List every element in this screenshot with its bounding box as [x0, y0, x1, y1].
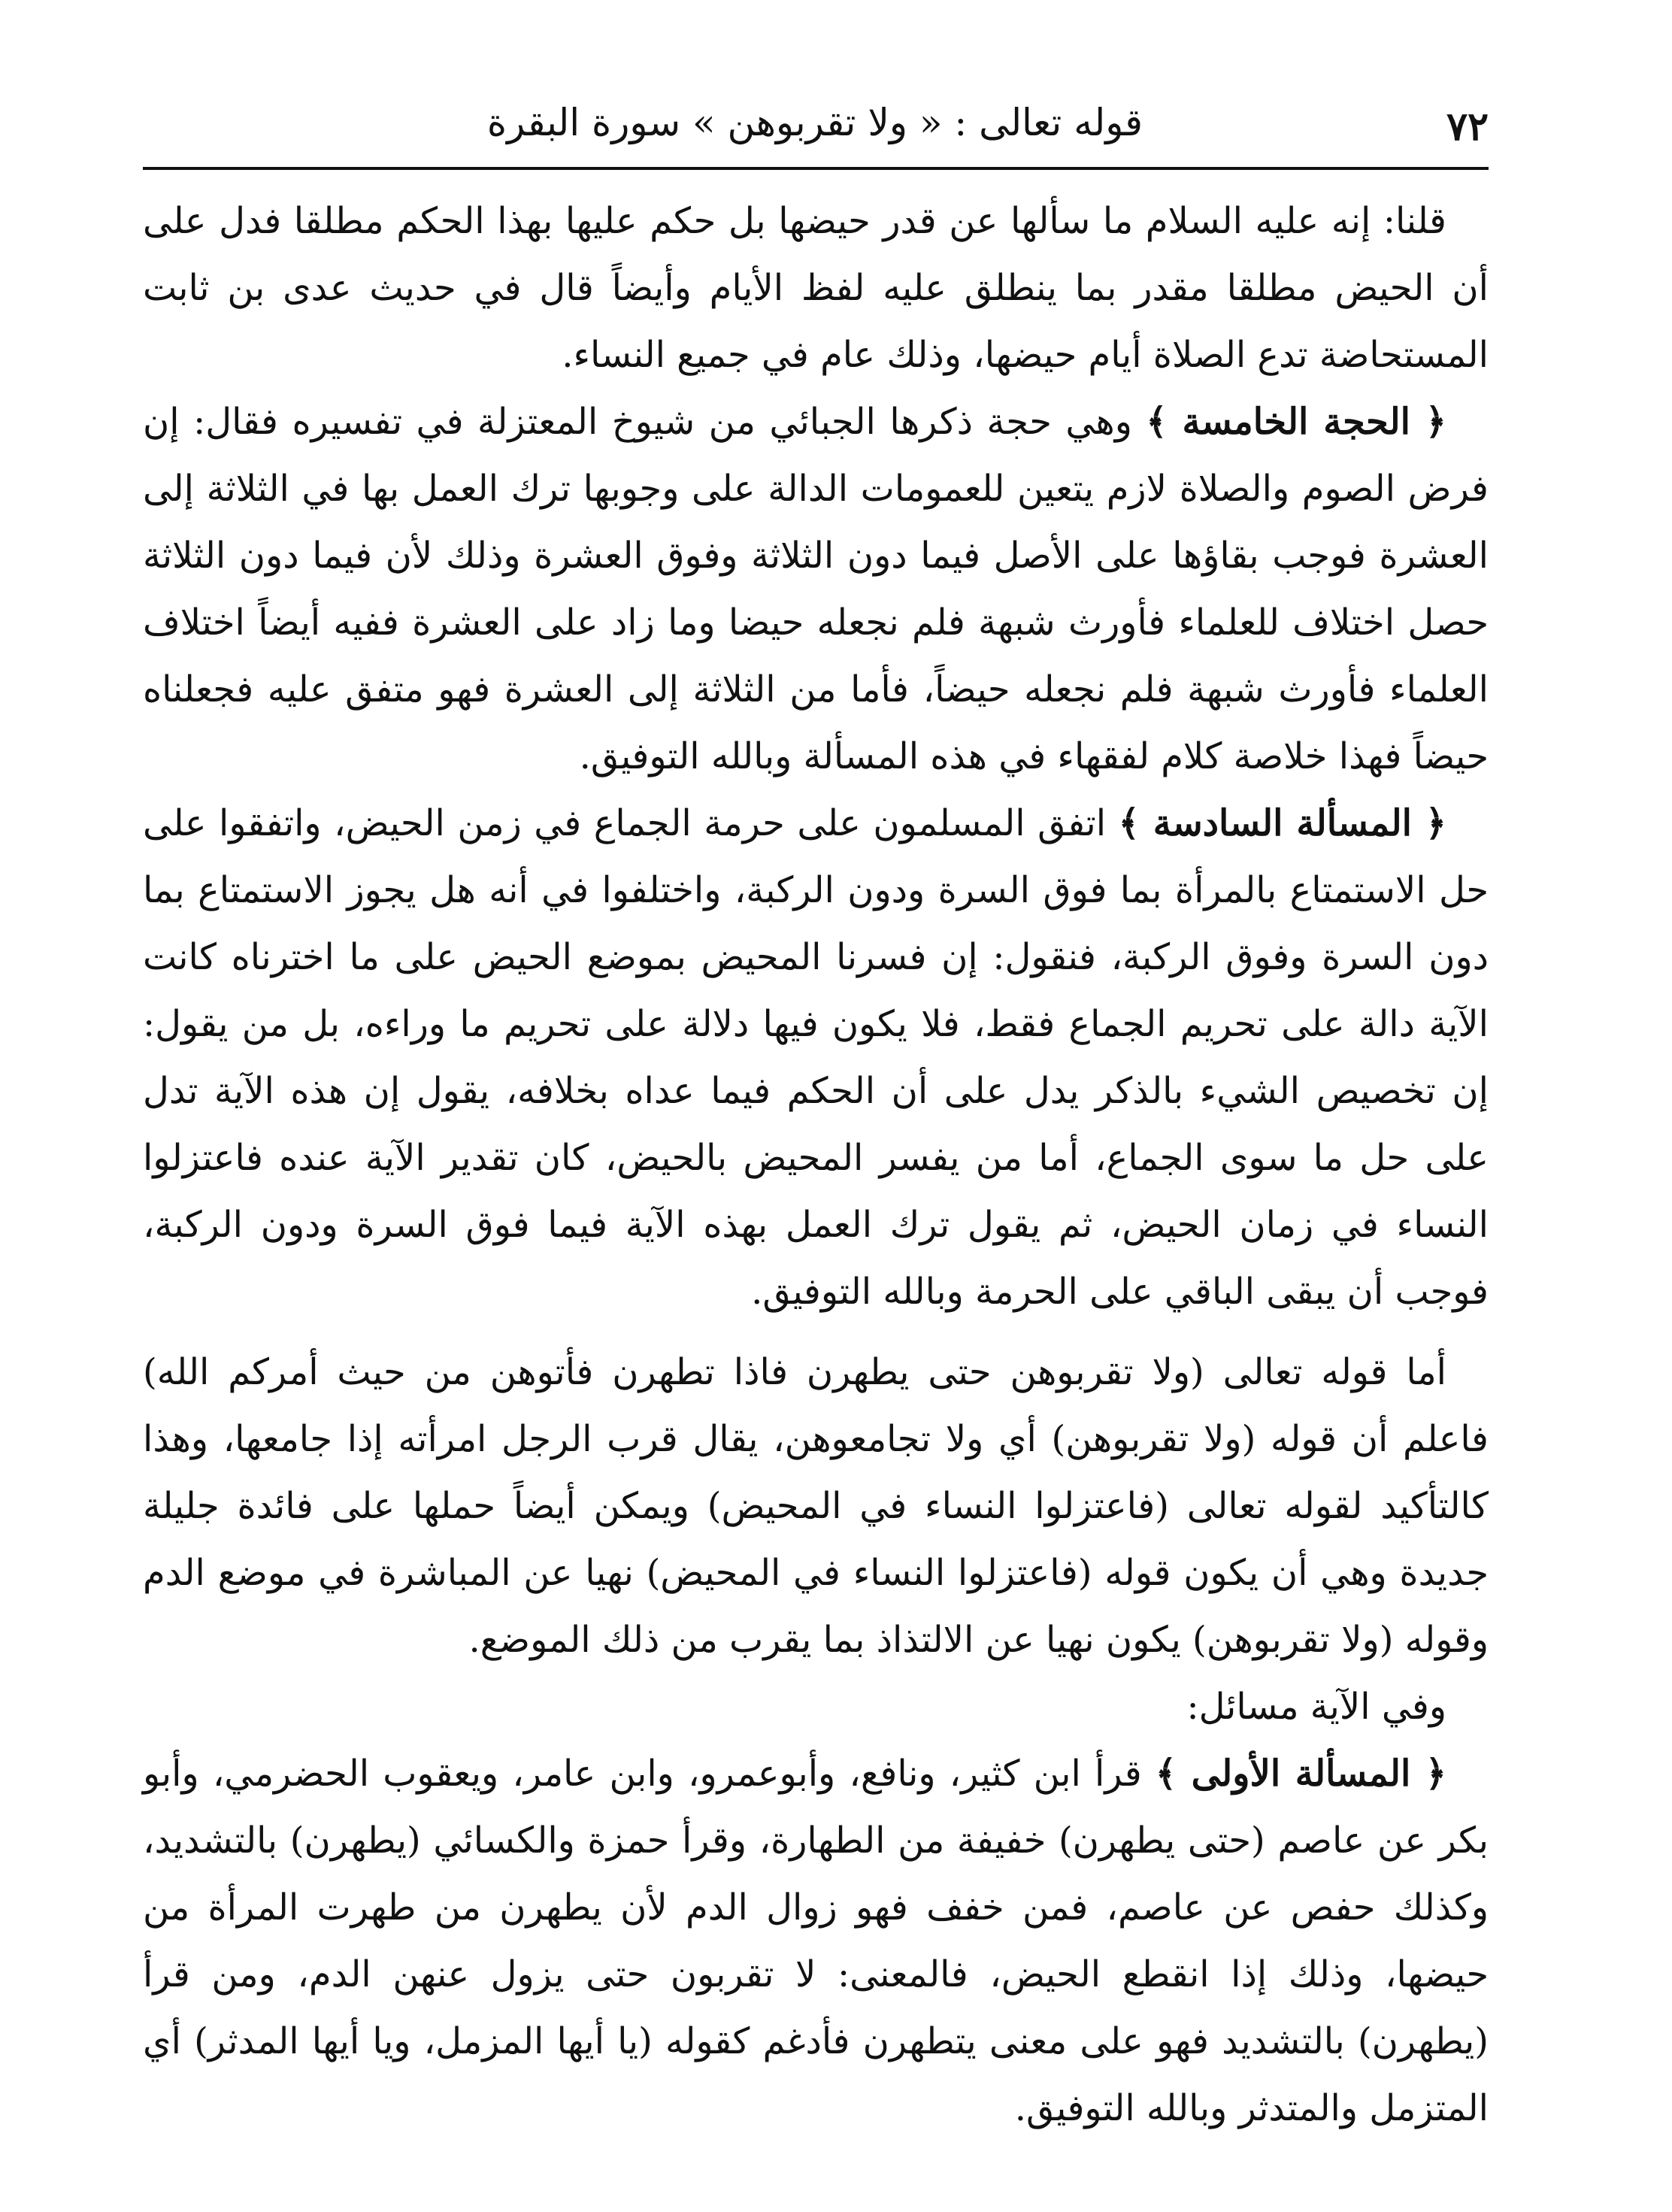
section-heading: ﴿ المسألة الأولى ﴾	[1155, 1753, 1447, 1795]
page-body	[143, 188, 1489, 2142]
section-heading: ﴿ الحجة الخامسة ﴾	[1146, 401, 1446, 443]
paragraph-1	[143, 188, 1489, 389]
section-heading: ﴿ المسألة السادسة ﴾	[1118, 802, 1447, 844]
running-title: قوله تعالى : « ولا تقربوهن » سورة البقرة	[486, 101, 1143, 144]
page-number: ٧٢	[1446, 104, 1489, 150]
paragraph-2	[143, 389, 1489, 790]
paragraph-text: وفي الآية مسائل:	[1186, 1686, 1446, 1728]
paragraph-4	[143, 1339, 1489, 1674]
paragraph-text: وهي حجة ذكرها الجبائي من شيوخ المعتزلة في تفسيره فقال: إن فرض الصوم والصلاة لازم يتعين للعمومات الدالة على وجوبها ترك العمل بها في الثلاثة إلى العشرة فوجب بقاؤها على الأصل فيما دون الثلاثة وفوق العشرة وذلك لأن فيما دون الثلاثة حصل اختلاف للعلماء فأورث شبهة فلم نجعله حيضا وما زاد على العشرة ففيه أيضاً اختلاف العلماء فأورث شبهة فلم نجعله حيضاً، فأما من الثلاثة إلى العشرة فهو متفق عليه فجعلناه حيضاً فهذا خلاصة كلام لفقهاء في هذه المسألة وبالله التوفيق.	[143, 401, 1489, 777]
paragraph-5	[143, 1674, 1489, 1741]
header-rule	[143, 167, 1489, 170]
paragraph-text: أما قوله تعالى (ولا تقربوهن حتى يطهرن فاذا تطهرن فأتوهن من حيث أمركم الله) فاعلم أن قوله (ولا تقربوهن) أي ولا تجامعوهن، يقال قرب الرجل امرأته إذا جامعها، وهذا كالتأكيد لقوله تعالى (فاعتزلوا النساء في المحيض) ويمكن أيضاً حملها على فائدة جليلة جديدة وهي أن يكون قوله (فاعتزلوا النساء في المحيض) نهيا عن المباشرة في موضع الدم وقوله (ولا تقربوهن) يكون نهيا عن الالتذاذ بما يقرب من ذلك الموضع.	[143, 1351, 1489, 1661]
paragraph-text: اتفق المسلمون على حرمة الجماع في زمن الحيض، واتفقوا على حل الاستمتاع بالمرأة بما فوق السرة ودون الركبة، واختلفوا في أنه هل يجوز الاستمتاع بما دون السرة وفوق الركبة، فنقول: إن فسرنا المحيض بموضع الحيض على ما اخترناه كانت الآية دالة على تحريم الجماع فقط، فلا يكون فيها دلالة على تحريم ما وراءه، بل من يقول: إن تخصيص الشيء بالذكر يدل على أن الحكم فيما عداه بخلافه، يقول إن هذه الآية تدل على حل ما سوى الجماع، أما من يفسر المحيض بالحيض، كان تقدير الآية عنده فاعتزلوا النساء في زمان الحيض، ثم يقول ترك العمل بهذه الآية فيما فوق السرة ودون الركبة، فوجب أن يبقى الباقي على الحرمة وبالله التوفيق.	[143, 802, 1489, 1313]
paragraph-text: قلنا: إنه عليه السلام ما سألها عن قدر حيضها بل حكم عليها بهذا الحكم مطلقا فدل على أن الحيض مطلقا مقدر بما ينطلق عليه لفظ الأيام وأيضاً قال في حديث عدى بن ثابت المستحاضة تدع الصلاة أيام حيضها، وذلك عام في جميع النساء.	[143, 200, 1489, 376]
paragraph-3	[143, 790, 1489, 1326]
paragraph-6	[143, 1741, 1489, 2142]
paragraph-text: قرأ ابن كثير، ونافع، وأبوعمرو، وابن عامر، ويعقوب الحضرمي، وأبو بكر عن عاصم (حتى يطهرن) خفيفة من الطهارة، وقرأ حمزة والكسائي (يطهرن) بالتشديد، وكذلك حفص عن عاصم، فمن خفف فهو زوال الدم لأن يطهرن من طهرت المرأة من حيضها، وذلك إذا انقطع الحيض، فالمعنى: لا تقربون حتى يزول عنهن الدم، ومن قرأ (يطهرن) بالتشديد فهو على معنى يتطهرن فأدغم كقوله (يا أيها المزمل، ويا أيها المدثر) أي المتزمل والمتدثر وبالله التوفيق.	[143, 1753, 1489, 2129]
page-header	[143, 83, 1489, 165]
